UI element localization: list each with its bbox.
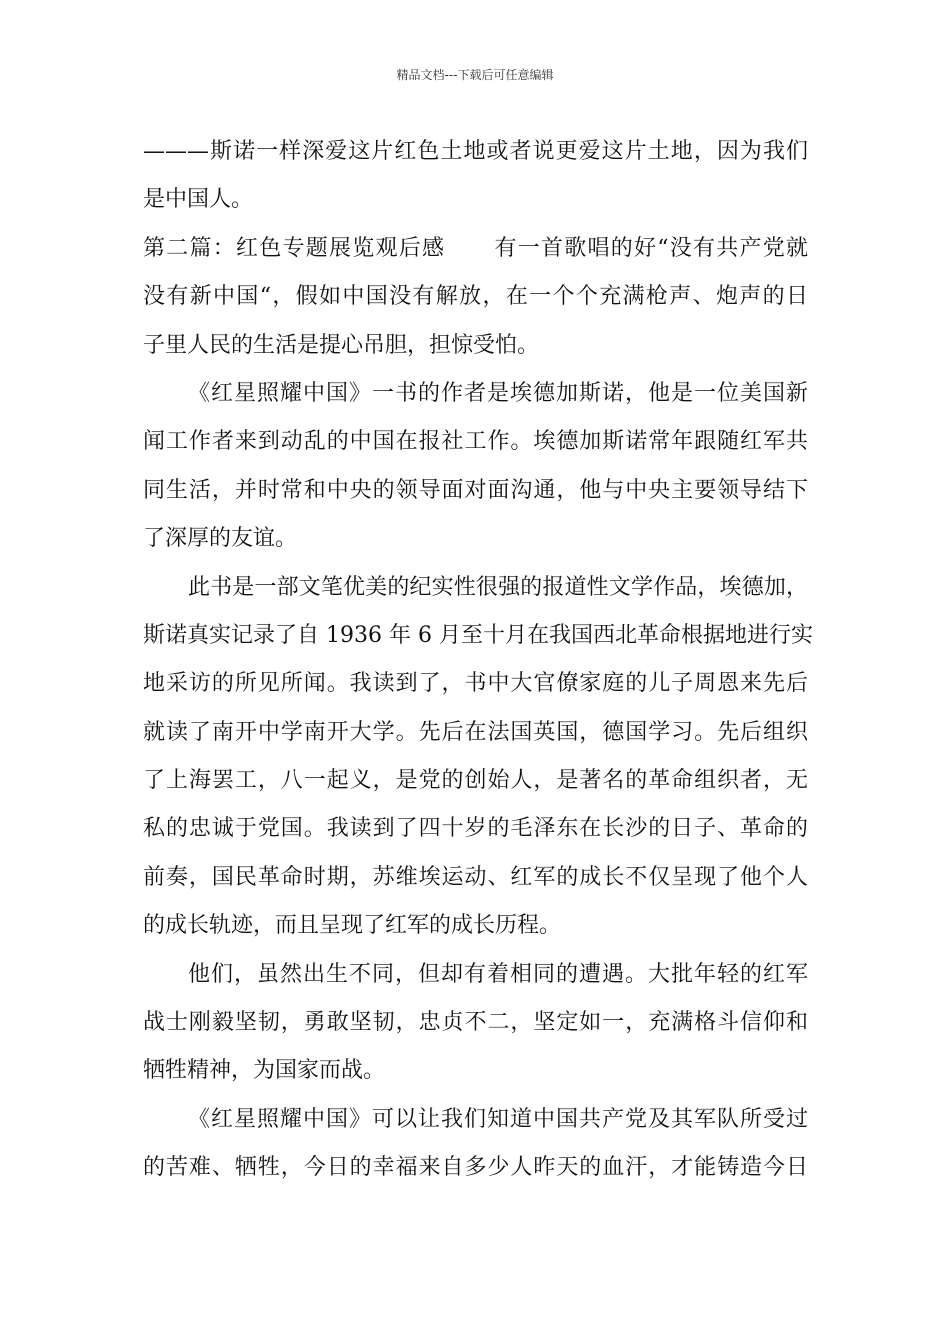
text-line: ———斯诺一样深爱这片红色土地或者说更爱这片土地，因为我们 [143,139,808,164]
text-line: 闻工作者来到动乱的中国在报社工作。埃德加斯诺常年跟随红军共 [143,429,808,455]
text-line: 牺牲精神，为国家而战。 [143,1058,386,1084]
text-line-section-heading [143,225,808,273]
section-opening: 有一首歌唱的好“没有共产党就 [493,235,808,261]
page-header: 精品文档---下载后可任意编辑 [396,68,554,82]
text-line: 《红星照耀中国》一书的作者是埃德加斯诺，他是一位美国新 [188,380,808,406]
text-line: 了深厚的友谊。 [143,526,298,552]
text-line: 战士刚毅坚韧，勇敢坚韧，忠贞不二，坚定如一，充满格斗信仰和 [143,1010,808,1036]
text-line: 就读了南开中学南开大学。先后在法国英国，德国学习。先后组织 [143,719,808,745]
text-line: 同生活，并时常和中央的领导面对面沟通，他与中央主要领导结下 [143,477,808,503]
text-line: 的苦难、牺牲，今日的幸福来自多少人昨天的血汗，才能铸造今日 [143,1155,808,1181]
text-line: 他们，虽然出生不同，但却有着相同的遭遇。大批年轻的红军 [188,961,808,987]
text-line: 地采访的所见所闻。我读到了，书中大官僚家庭的儿子周恩来先后 [143,671,808,697]
text-line: 是中国人。 [143,187,254,213]
document-body [143,128,813,1193]
text-line: 子里人民的生活是提心吊胆，担惊受怕。 [143,332,540,358]
text-line: 了上海罢工，八一起义，是党的创始人，是著名的革命组织者，无 [143,768,808,794]
text-line: 此书是一部文笔优美的纪实性很强的报道性文学作品，埃德加， [188,574,808,600]
text-line: 的成长轨迹，而且呈现了红军的成长历程。 [143,913,562,939]
text-line: 没有新中国“，假如中国没有解放，在一个个充满枪声、炮声的日 [143,284,808,310]
text-line: 私的忠诚于党国。我读到了四十岁的毛泽东在长沙的日子、革命的 [143,816,808,842]
text-line: 前奏，国民革命时期，苏维埃运动、红军的成长不仅呈现了他个人 [143,864,808,890]
text-line: 斯诺真实记录了自 1936 年 6 月至十月在我国西北革命根据地进行实 [143,622,813,648]
text-line: 《红星照耀中国》可以让我们知道中国共产党及其军队所受过 [188,1106,808,1132]
section-heading: 第二篇：红色专题展览观后感 [143,235,446,261]
